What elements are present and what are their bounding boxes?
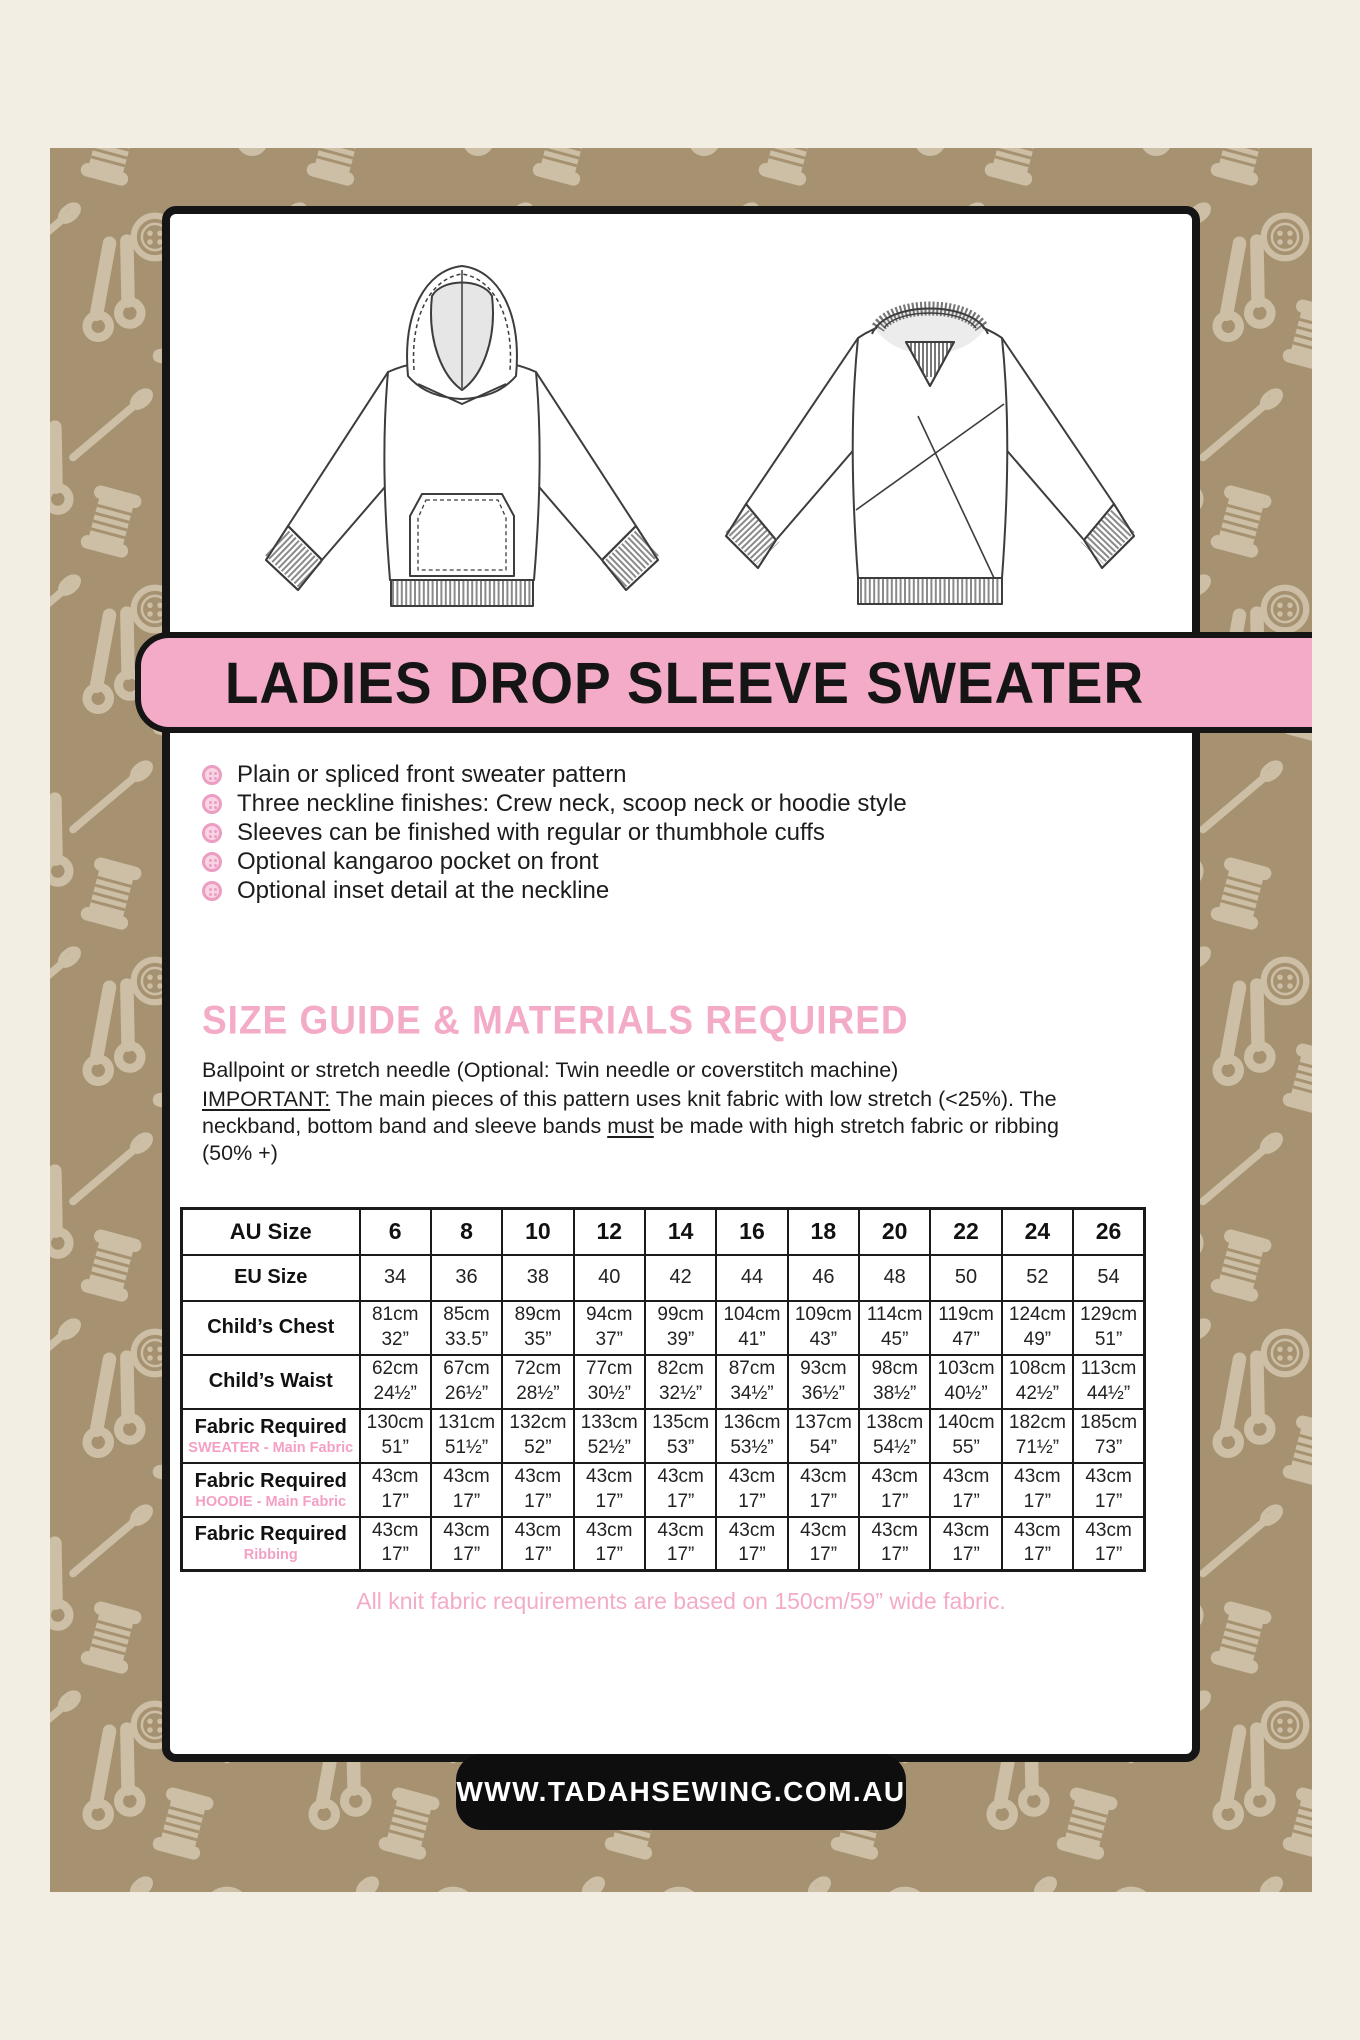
title-banner [135,632,1312,733]
feature-text: Three neckline finishes: Crew neck, scoop neck or hoodie style [237,789,907,817]
table-cell: 26 [1073,1209,1144,1255]
table-cell: 43cm 17” [930,1463,1001,1517]
table-cell: 182cm 71½” [1002,1409,1073,1463]
table-row [182,1355,1145,1409]
table-cell: 46 [788,1255,859,1301]
size-guide-heading: SIZE GUIDE & MATERIALS REQUIRED [202,998,909,1043]
table-cell: 43cm 17” [645,1517,716,1571]
table-cell: 40 [574,1255,645,1301]
table-cell: 43cm 17” [788,1517,859,1571]
table-cell: 81cm 32” [360,1301,431,1355]
button-bullet-icon [202,765,222,785]
table-row [182,1463,1145,1517]
table-cell: 54 [1073,1255,1144,1301]
underlined-text: IMPORTANT: [202,1087,331,1111]
table-row [182,1409,1145,1463]
button-bullet-icon [202,852,222,872]
needle-note: Ballpoint or stretch needle (Optional: Twin needle or coverstitch machine) [202,1058,899,1082]
table-cell: 62cm 24½” [360,1355,431,1409]
table-cell: 129cm 51” [1073,1301,1144,1355]
table-cell: 43cm 17” [431,1463,502,1517]
important-note [202,1086,1099,1167]
table-cell: 104cm 41” [716,1301,787,1355]
body-text: be made with high stretch fabric or ribbing (50% +) [202,1113,1059,1165]
table-cell: 135cm 53” [645,1409,716,1463]
table-cell: 89cm 35” [502,1301,573,1355]
table-cell: 94cm 37” [574,1301,645,1355]
table-cell: 43cm 17” [1073,1517,1144,1571]
table-cell: 93cm 36½” [788,1355,859,1409]
website-url: WWW.TADAHSEWING.COM.AU [456,1776,906,1807]
size-table [180,1207,1146,1572]
table-cell: 131cm 51½” [431,1409,502,1463]
table-row [182,1517,1145,1571]
table-cell: 133cm 52½” [574,1409,645,1463]
table-cell: 16 [716,1209,787,1255]
table-cell: 82cm 32½” [645,1355,716,1409]
table-cell: 43cm 17” [502,1517,573,1571]
table-cell: 43cm 17” [1002,1463,1073,1517]
table-cell: 43cm 17” [788,1463,859,1517]
table-cell: 136cm 53½” [716,1409,787,1463]
table-cell: 43cm 17” [1073,1463,1144,1517]
table-cell: 137cm 54” [788,1409,859,1463]
table-cell: 67cm 26½” [431,1355,502,1409]
table-cell: 138cm 54½” [859,1409,930,1463]
feature-item [202,847,1112,876]
table-cell: 103cm 40½” [930,1355,1001,1409]
table-row [182,1301,1145,1355]
button-bullet-icon [202,881,222,901]
feature-item [202,818,1112,847]
table-cell: 108cm 42½” [1002,1355,1073,1409]
feature-item [202,789,1112,818]
feature-text: Plain or spliced front sweater pattern [237,760,627,788]
table-cell: 43cm 17” [859,1463,930,1517]
table-cell: 34 [360,1255,431,1301]
fabric-width-note: All knit fabric requirements are based on 150cm/59” wide fabric. [356,1588,1006,1614]
hoodie-technical-drawing [266,266,658,606]
table-cell: 43cm 17” [1002,1517,1073,1571]
table-cell: 6 [360,1209,431,1255]
table-cell: 50 [930,1255,1001,1301]
table-cell: 72cm 28½” [502,1355,573,1409]
table-cell: 43cm 17” [574,1463,645,1517]
underlined-text: must [607,1113,654,1138]
table-cell: 10 [502,1209,573,1255]
garment-technical-drawings [170,244,1190,629]
table-cell: 114cm 45” [859,1301,930,1355]
table-cell: 42 [645,1255,716,1301]
table-row [182,1209,1145,1255]
table-cell: 22 [930,1209,1001,1255]
table-cell: 87cm 34½” [716,1355,787,1409]
table-cell: 43cm 17” [716,1463,787,1517]
table-cell: 48 [859,1255,930,1301]
table-cell: 43cm 17” [431,1517,502,1571]
row-label-cell: Fabric Required SWEATER - Main Fabric [182,1409,360,1463]
table-cell: 43cm 17” [645,1463,716,1517]
table-cell: 185cm 73” [1073,1409,1144,1463]
body-text: The main pieces of this pattern uses knit fabric with low stretch (<25%). The neckband, bottom band and sleeve bands [202,1087,1057,1138]
table-cell: 38 [502,1255,573,1301]
pattern-title: LADIES DROP SLEEVE SWEATER [224,649,1145,716]
table-cell: 98cm 38½” [859,1355,930,1409]
row-label-cell: Child’s Chest [182,1301,360,1355]
sweater-technical-drawing [726,309,1134,605]
table-cell: 132cm 52” [502,1409,573,1463]
button-bullet-icon [202,794,222,814]
table-cell: 18 [788,1209,859,1255]
table-row [182,1255,1145,1301]
table-cell: 36 [431,1255,502,1301]
table-cell: 43cm 17” [360,1463,431,1517]
table-cell: 14 [645,1209,716,1255]
table-cell: 77cm 30½” [574,1355,645,1409]
feature-list [202,760,1112,905]
table-cell: 113cm 44½” [1073,1355,1144,1409]
table-cell: 140cm 55” [930,1409,1001,1463]
table-cell: 8 [431,1209,502,1255]
table-cell: 43cm 17” [930,1517,1001,1571]
table-cell: 119cm 47” [930,1301,1001,1355]
feature-item [202,760,1112,789]
row-label-cell: EU Size [182,1255,360,1301]
table-cell: 85cm 33.5” [431,1301,502,1355]
table-cell: 43cm 17” [360,1517,431,1571]
table-cell: 12 [574,1209,645,1255]
table-cell: 52 [1002,1255,1073,1301]
feature-text: Optional inset detail at the neckline [237,876,610,904]
feature-item [202,876,1112,905]
feature-text: Optional kangaroo pocket on front [237,847,599,875]
button-bullet-icon [202,823,222,843]
row-label-cell: Fabric Required HOODIE - Main Fabric [182,1463,360,1517]
table-cell: 124cm 49” [1002,1301,1073,1355]
row-label-cell: Fabric Required Ribbing [182,1517,360,1571]
row-label-cell: AU Size [182,1209,360,1255]
website-badge [456,1754,906,1830]
table-cell: 43cm 17” [716,1517,787,1571]
table-cell: 99cm 39” [645,1301,716,1355]
table-cell: 109cm 43” [788,1301,859,1355]
table-cell: 43cm 17” [502,1463,573,1517]
table-cell: 130cm 51” [360,1409,431,1463]
table-cell: 24 [1002,1209,1073,1255]
table-cell: 20 [859,1209,930,1255]
row-label-cell: Child’s Waist [182,1355,360,1409]
feature-text: Sleeves can be finished with regular or thumbhole cuffs [237,818,825,846]
table-cell: 43cm 17” [859,1517,930,1571]
table-cell: 44 [716,1255,787,1301]
table-cell: 43cm 17” [574,1517,645,1571]
